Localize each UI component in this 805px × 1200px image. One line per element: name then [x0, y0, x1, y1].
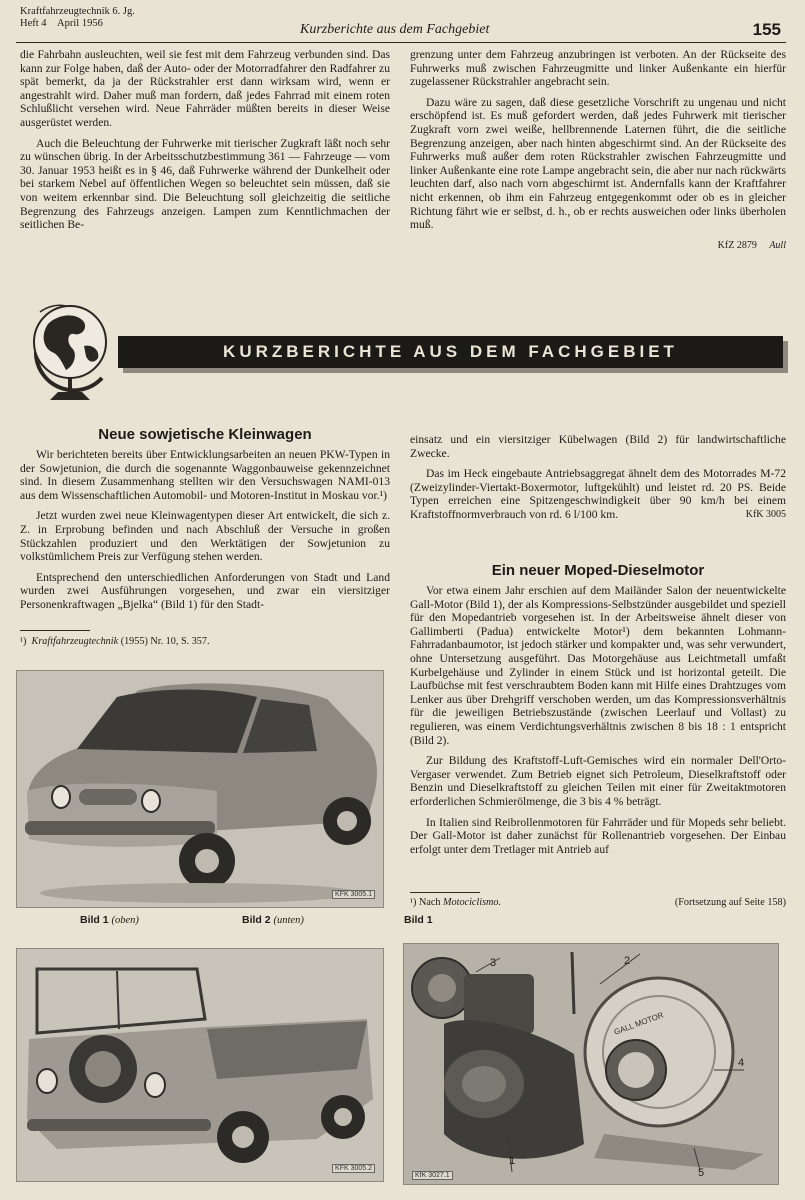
prev-article-right-column [410, 48, 786, 259]
engine-label: 1 [509, 1155, 516, 1167]
article1-left-column [20, 448, 390, 619]
paragraph: Auch die Beleuchtung der Fuhrwerke mit tierischer Zugkraft läßt noch sehr zu wünschen übrig. In der Arbeitsschutzbestimmung 361 — Fahrzeuge — vom 30. Januar 1953 heißt es in § 46, daß Fuhrwerke während der Dunkelheit oder bei starkem Nebel auf öffentlichen Wegen so beleuchtet sein müssen, daß sie von weitem erkennbar sind. Die Beleuchtung soll gleichzeitig die seitliche Begrenzung des Fahrzeugs anzeigen. Lampen zum Kenntlichmachen der seitlichen Be- [20, 136, 390, 232]
photo-bjelka-car [16, 670, 384, 908]
footnote: ¹) Nach Motociclismo. (Fortsetzung auf Seite 158) [410, 897, 786, 908]
issue-line: Heft 4 April 1956 [20, 18, 103, 29]
running-head: Kurzberichte aus dem Fachgebiet [300, 22, 490, 37]
engine-label: 2 [624, 955, 631, 967]
engine-badge: GALL MOTOR [612, 1010, 665, 1037]
paragraph: Entsprechend den unterschiedlichen Anforderungen von Stadt und Land wurden zwei Ausführungen vorgesehen, und zwar ein viersitziger Personenkraftwagen „Bjelka“ (Bild 1) für den Stadt- [20, 570, 390, 611]
section-banner [118, 336, 783, 368]
car-utility-illustration-icon [17, 949, 383, 1181]
paragraph: Wir berichteten bereits über Entwicklungsarbeiten an neuen PKW-Typen in der Sowjetunion, die durch die sogenannte Waggonbauweise gekennzeichnet sind. In diesem Zusammenhang stellten wir den Versuchswagen NAMI-013 aus dem Wissenschaftlichen Automobil- und Motoren-Institut in Moskau vor.¹) [20, 448, 390, 502]
photo-plate-label: KFK 3005.2 [332, 1164, 375, 1173]
paragraph: Jetzt wurden zwei neue Kleinwagentypen dieser Art entwickelt, die sich z. Z. in Erprobung befinden und nach Abschluß der Versuche in großen Stückzahlen produziert und den Werktätigen der Sowjetunion zu volkstümlichem Preis zur Verfügung stehen werden. [20, 509, 390, 564]
engine-label: 5 [698, 1167, 705, 1179]
engine-label: 3 [490, 957, 497, 969]
paragraph: die Fahrbahn ausleuchten, weil sie fest mit dem Fahrzeug verbunden sind. Das kann zur Folge haben, daß der Auto- oder der Motorradfahrer den Radfahrer zu spät bemerkt, da ja der Rückstrahler erst dann wirksam wird, wenn er angestrahlt wird. Daher muß man fordern, daß jedes Fahrrad mit einem roten Schlußlicht versehen wird. Neue Fahrräder müßten bereits in dieser Weise ausgerüstet werden. [20, 48, 390, 129]
header-rule [16, 42, 786, 43]
paragraph: grenzung unter dem Fahrzeug anzubringen ist verboten. An der Rückseite des Fuhrwerks muß zwischen Fahrzeugmitte und linker Außenkante ein hierfür zugelassener Rückstrahler angebracht sein. [410, 48, 786, 89]
article-title: Ein neuer Moped-Dieselmotor [491, 562, 705, 579]
photo-gall-engine [403, 943, 779, 1185]
engine-label: 4 [738, 1057, 745, 1069]
paragraph: einsatz und ein viersitziger Kübelwagen (Bild 2) für landwirtschaftliche Zwecke. [410, 433, 786, 460]
paragraph: Das im Heck eingebaute Antriebsaggregat ähnelt dem des Motorrades M-72 (Zweizylinder-Viertakt-Boxermotor, luftgekühlt) und leistet rd. 20 PS. Beide Typen erreichen eine Spitzengeschwindigkeit über 90 km/h bei einem Kraftstoffnormverbrauch von rd. 6 l/100 km. [410, 467, 786, 521]
caption-engine-bild1: Bild 1 [404, 914, 433, 926]
article2-column [410, 584, 786, 863]
page-number: 155 [752, 20, 781, 39]
article-title: Neue sowjetische Kleinwagen [98, 426, 312, 443]
issue-date: April 1956 [57, 18, 103, 29]
paragraph: In Italien sind Reibrollenmotoren für Fahrräder und für Mopeds sehr beliebt. Der Gall-Motor ist daher zunächst für Rollenantrieb vorgesehen. Der Einbau erfolgt unter dem Tretlager mit Antrieb auf [410, 815, 786, 856]
footnote-rule [410, 892, 480, 893]
globe-emblem-icon [18, 292, 116, 410]
caption-bild1: Bild 1 (oben) [80, 914, 139, 926]
photo-plate-label: KfK 3027.1 [412, 1171, 453, 1180]
article-ref: KfZ 2879 Aull [717, 239, 786, 251]
article1-right-column [410, 433, 786, 528]
footnote: ¹) Kraftfahrzeugtechnik (1955) Nr. 10, S. 357. [20, 636, 210, 647]
journal-name: Kraftfahrzeugtechnik 6. Jg. [20, 6, 135, 17]
caption-bild2: Bild 2 (unten) [242, 914, 304, 926]
article-ref: KfK 3005 [745, 508, 786, 520]
continuation-note: (Fortsetzung auf Seite 158) [674, 897, 786, 908]
paragraph: Vor etwa einem Jahr erschien auf dem Mailänder Salon der neuentwickelte Gall-Motor (Bild 1), der als Kompressions-Selbstzünder ausgebildet und speziell für den Mopedantrieb vorgesehen ist. In der Arbeitsweise ähnelt dieser von Gallimberti (Padua) entwickelte Motor¹) dem bekannten Lohmann-Fahrradanbaumotor, ist jedoch stärker und kompakter und, was sehr verwundert, ohne Untersetzung ausgeführt. Das Motorgehäuse aus Leichtmetall umfaßt Kurbelgehäuse und Zylinder in einem Stück und ist horizontal geteilt. Die Laufbüchse mit fest verschraubtem Boden kann mit Hilfe eines Drahtzuges vom Lenker aus über Drehgriff verschoben werden, um das Kompressionsverhältnis für die jeweiligen Betriebszustände (zwischen Leerlauf und Vollast) zu regulieren, was einem Verdichtungsverhältnis zwischen 8 bis 18 : 1 entspricht (Bild 2). [410, 584, 786, 747]
section-banner-text: KURZBERICHTE AUS DEM FACHGEBIET [223, 342, 678, 361]
photo-plate-label: KFK 3005.1 [332, 890, 375, 899]
footnote-rule [20, 630, 90, 631]
author: Aull [769, 239, 786, 251]
journal-info [20, 6, 135, 30]
car-sedan-illustration-icon [17, 671, 383, 907]
paragraph: Zur Bildung des Kraftstoff-Luft-Gemisches wird ein normaler Dell'Orto-Vergaser verwendet. Zum Betrieb eignet sich Petroleum, Dieselkraftstoff oder Benzin und Dieselkraftstoff zu gleichen Teilen mit einer für Zweitaktmotoren erforderlichen Schmierölmenge, die 3 bis 4 % beträgt. [410, 754, 786, 808]
prev-article-left-column [20, 48, 390, 239]
photo-utility-car [16, 948, 384, 1182]
engine-illustration-icon [404, 944, 778, 1184]
paragraph: Dazu wäre zu sagen, daß diese gesetzliche Vorschrift zu ungenau und nicht erschöpfend ist. Es muß gefordert werden, daß jedes Fuhrwerk mit tierischer Zugkraft vorn zwei weiße, hellbrennende Laternen führt, die die seitliche Begrenzung anzeigen, aber nach hinten abgeschirmt sind. An der Rückseite des Fuhrwerks muß außer dem roten Rückstrahler zwischen Fahrzeugmitte und linker Außenkante eine rote Lampe angebracht sein, die aber nur nach rückwärts leuchten darf, also nach vorn abgeschirmt ist. Andernfalls kann der Kraftfahrer nicht erkennen, ob ihm ein Fahrzeug entgegenkommt oder ob es in gleicher Richtung fährt wie er selbst, d. h., ob er rechts ausweichen oder links überholen muß. [410, 95, 786, 232]
